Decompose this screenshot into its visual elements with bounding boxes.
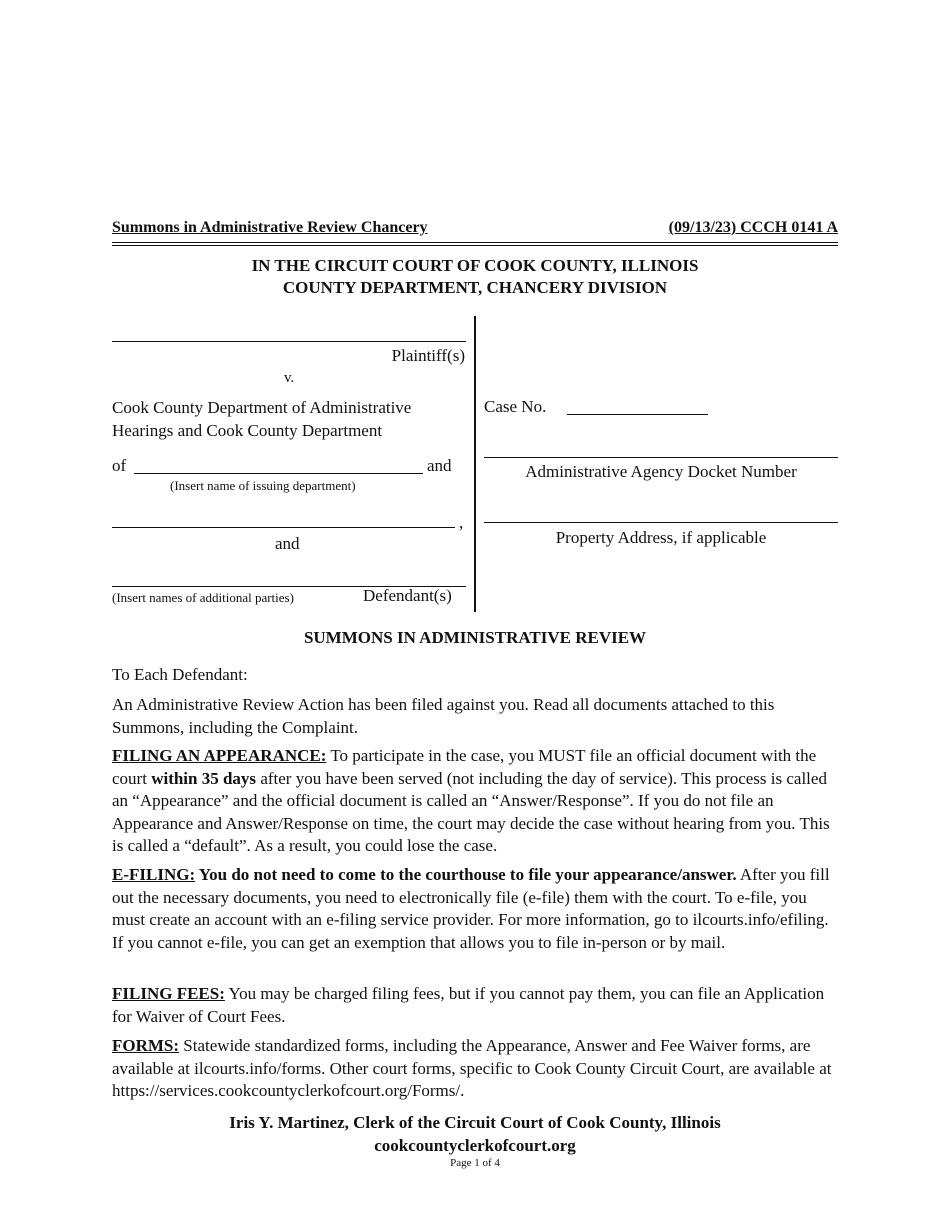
versus: v.	[284, 370, 295, 386]
appearance-heading: FILING AN APPEARANCE:	[112, 746, 327, 765]
header-rule-2	[112, 245, 838, 246]
additional-party-field-1[interactable]	[112, 527, 455, 528]
efiling-paragraph: E-FILING: You do not need to come to the courthouse to file your appearance/answer. After you fill out the necessary documents, you need to electronically file (e-file) them with the court. To e-file, you must create an account with an e-filing service provider. For more information, go to ilcourts.info/efiling. If you cannot e-file, you can get an exemption that allows you to file in-person or by mail.	[112, 865, 830, 952]
and-label: and	[275, 534, 300, 553]
docket-label: Administrative Agency Docket Number	[525, 462, 797, 481]
defendant-line-1: Cook County Department of Administrative	[112, 398, 412, 417]
page-number: Page 1 of 4	[450, 1157, 500, 1169]
form-title: Summons in Administrative Review Chancery	[112, 219, 428, 236]
court-division: COUNTY DEPARTMENT, CHANCERY DIVISION	[282, 278, 668, 297]
of-and-label: and	[427, 456, 452, 475]
efiling-heading: E-FILING:	[112, 865, 196, 884]
forms-heading: FORMS:	[112, 1036, 180, 1055]
forms-paragraph: FORMS: Statewide standardized forms, including the Appearance, Answer and Fee Waiver forms, are available at ilcourts.info/forms. Other court forms, specific to Cook County Circuit Court, are available at https://services.cookcountyclerkofcourt.org/Forms/.	[112, 1036, 832, 1100]
property-address-field[interactable]	[484, 522, 838, 523]
insert-department-hint: (Insert name of issuing department)	[170, 478, 356, 493]
insert-parties-hint: (Insert names of additional parties)	[112, 590, 294, 605]
defendant-label: Defendant(s)	[363, 586, 452, 605]
property-label: Property Address, if applicable	[555, 528, 767, 547]
appearance-paragraph: FILING AN APPEARANCE: To participate in the case, you MUST file an official document with the court within 35 days after you have been served (not including the day of service). This process is called an “Appearance” and the official document is called an “Answer/Response”. If you do not file an Appearance and Answer/Response on time, the court may decide the case without hearing from you. This is called a “default”. As a result, you could lose the case.	[112, 746, 830, 855]
summons-title: SUMMONS IN ADMINISTRATIVE REVIEW	[303, 628, 647, 647]
fees-paragraph: FILING FEES: You may be charged filing fees, but if you cannot pay them, you can file an Application for Waiver of Court Fees.	[112, 984, 825, 1026]
intro-paragraph: An Administrative Review Action has been filed against you. Read all documents attached to this Summons, including the Complaint.	[112, 695, 775, 737]
case-no-label: Case No.	[484, 397, 547, 416]
court-name: IN THE CIRCUIT COURT OF COOK COUNTY, ILLINOIS	[251, 256, 699, 275]
defendant-line-2: Hearings and Cook County Department	[112, 421, 383, 440]
form-code: (09/13/23) CCCH 0141 A	[668, 219, 838, 236]
of-label: of	[112, 456, 127, 475]
deadline-emphasis: within 35 days	[151, 768, 257, 788]
case-no-field[interactable]	[567, 414, 708, 415]
header-rule-1	[112, 242, 838, 243]
plaintiff-label: Plaintiff(s)	[391, 346, 465, 365]
issuing-department-field[interactable]	[134, 473, 423, 474]
clerk-website[interactable]: cookcountyclerkofcourt.org	[374, 1136, 576, 1155]
greeting: To Each Defendant:	[112, 665, 248, 684]
comma: ,	[459, 513, 464, 532]
form-header	[112, 219, 838, 239]
plaintiff-line[interactable]	[112, 341, 466, 342]
docket-number-field[interactable]	[484, 457, 838, 458]
caption-divider	[474, 316, 476, 612]
fees-heading: FILING FEES:	[112, 984, 225, 1003]
clerk-name: Iris Y. Martinez, Clerk of the Circuit Court of Cook County, Illinois	[229, 1113, 721, 1132]
